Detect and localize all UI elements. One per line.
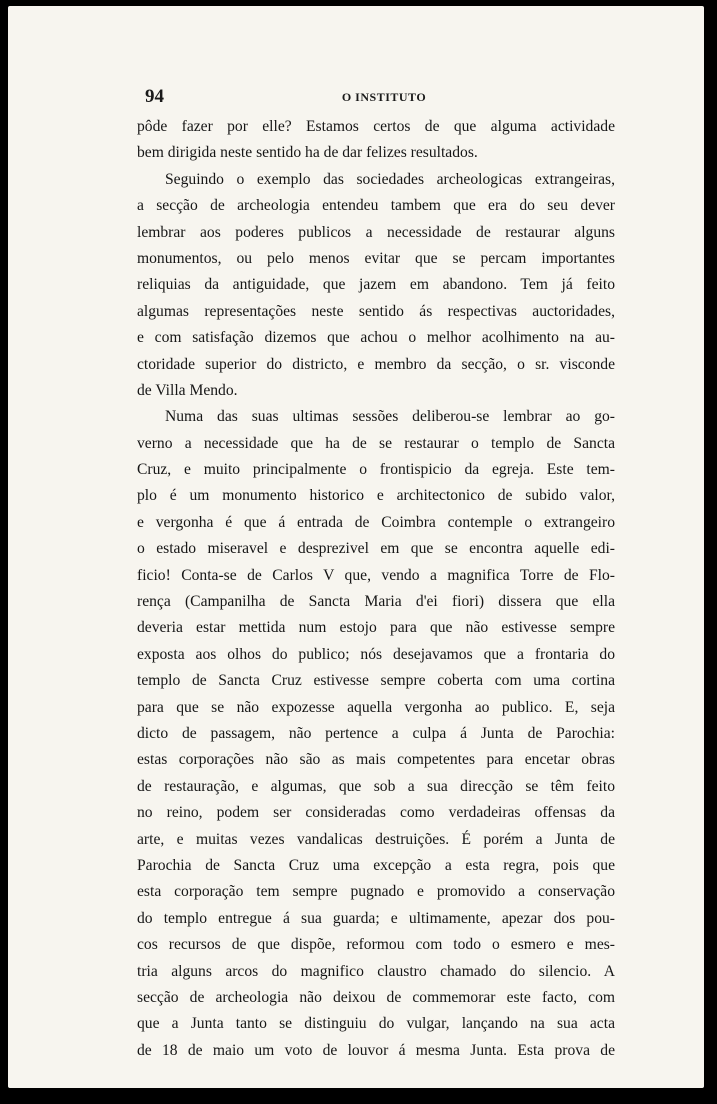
text-line: monumentos, ou pelo menos evitar que se percam importantes	[137, 249, 615, 267]
text-line: estas corporações não são as mais competentes para encetar obras	[137, 751, 615, 769]
text-line: Seguindo o exemplo das sociedades archeologicas extrangeiras,	[165, 170, 615, 188]
text-line: de Villa Mendo.	[137, 381, 238, 399]
text-line: Numa das suas ultimas sessões deliberou-se lembrar ao go-	[165, 408, 615, 426]
text-line: deveria estar mettida num estojo para que não estivesse sempre	[137, 619, 615, 637]
text-line: do templo entregue á sua guarda; e ultimamente, apezar dos pou-	[137, 909, 615, 927]
text-line: para que se não expozesse aquella vergonha ao publico. E, seja	[137, 698, 615, 716]
text-line: lembrar aos poderes publicos a necessidade de restaurar alguns	[137, 223, 615, 241]
text-line: cos recursos de que dispõe, reformou com todo o esmero e mes-	[137, 936, 615, 954]
text-line: verno a necessidade que ha de se restaurar o templo de Sancta	[137, 434, 615, 452]
page-header	[145, 86, 623, 112]
text-line: tria alguns arcos do magnifico claustro chamado do silencio. A	[137, 962, 615, 980]
text-line: exposta aos olhos do publico; nós desejavamos que a frontaria do	[137, 645, 615, 663]
text-line: de restauração, e algumas, que sob a sua direcção se têm feito	[137, 777, 615, 795]
text-line: Parochia de Sancta Cruz uma excepção a esta regra, pois que	[137, 856, 615, 874]
text-line: bem dirigida neste sentido ha de dar felizes resultados.	[137, 144, 478, 162]
text-line: plo é um monumento historico e architectonico de subido valor,	[137, 487, 615, 505]
text-line: templo de Sancta Cruz estivesse sempre coberta com uma cortina	[137, 672, 615, 690]
text-line: o estado miseravel e desprezivel em que se encontra aquelle edi-	[137, 540, 615, 558]
text-line: dicto de passagem, não pertence a culpa á Junta de Parochia:	[137, 724, 615, 742]
text-line: algumas representações neste sentido ás respectivas auctoridades,	[137, 302, 615, 320]
text-line: de 18 de maio um voto de louvor á mesma Junta. Esta prova de	[137, 1041, 615, 1059]
text-line: secção de archeologia não deixou de commemorar este facto, com	[137, 988, 615, 1006]
text-line: ficio! Conta-se de Carlos V que, vendo a magnifica Torre de Flo-	[137, 566, 615, 584]
text-line: e com satisfação dizemos que achou o melhor acolhimento na au-	[137, 329, 615, 347]
text-line: a secção de archeologia entendeu tambem que era do seu dever	[137, 197, 615, 215]
text-line: Cruz, e muito principalmente o frontispicio da egreja. Este tem-	[137, 461, 615, 479]
text-line: rença (Campanilha de Sancta Maria d'ei fiori) dissera que ella	[137, 593, 615, 611]
text-line: que a Junta tanto se distinguiu do vulgar, lançando na sua acta	[137, 1015, 615, 1033]
text-line: pôde fazer por elle? Estamos certos de que alguma actividade	[137, 118, 615, 135]
body-text	[137, 114, 615, 1064]
page-number: 94	[145, 86, 164, 107]
text-line: esta corporação tem sempre pugnado e promovido a conservação	[137, 883, 615, 901]
text-line: no reino, podem ser consideradas como verdadeiras offensas da	[137, 804, 615, 822]
text-line: ctoridade superior do districto, e membro da secção, o sr. visconde	[137, 355, 615, 373]
text-line: reliquias da antiguidade, que jazem em abandono. Tem já feito	[137, 276, 615, 294]
text-line: arte, e muitas vezes vandalicas destruições. É porém a Junta de	[137, 830, 615, 848]
text-line: e vergonha é que á entrada de Coimbra contemple o extrangeiro	[137, 513, 615, 531]
running-title: O INSTITUTO	[341, 90, 427, 104]
